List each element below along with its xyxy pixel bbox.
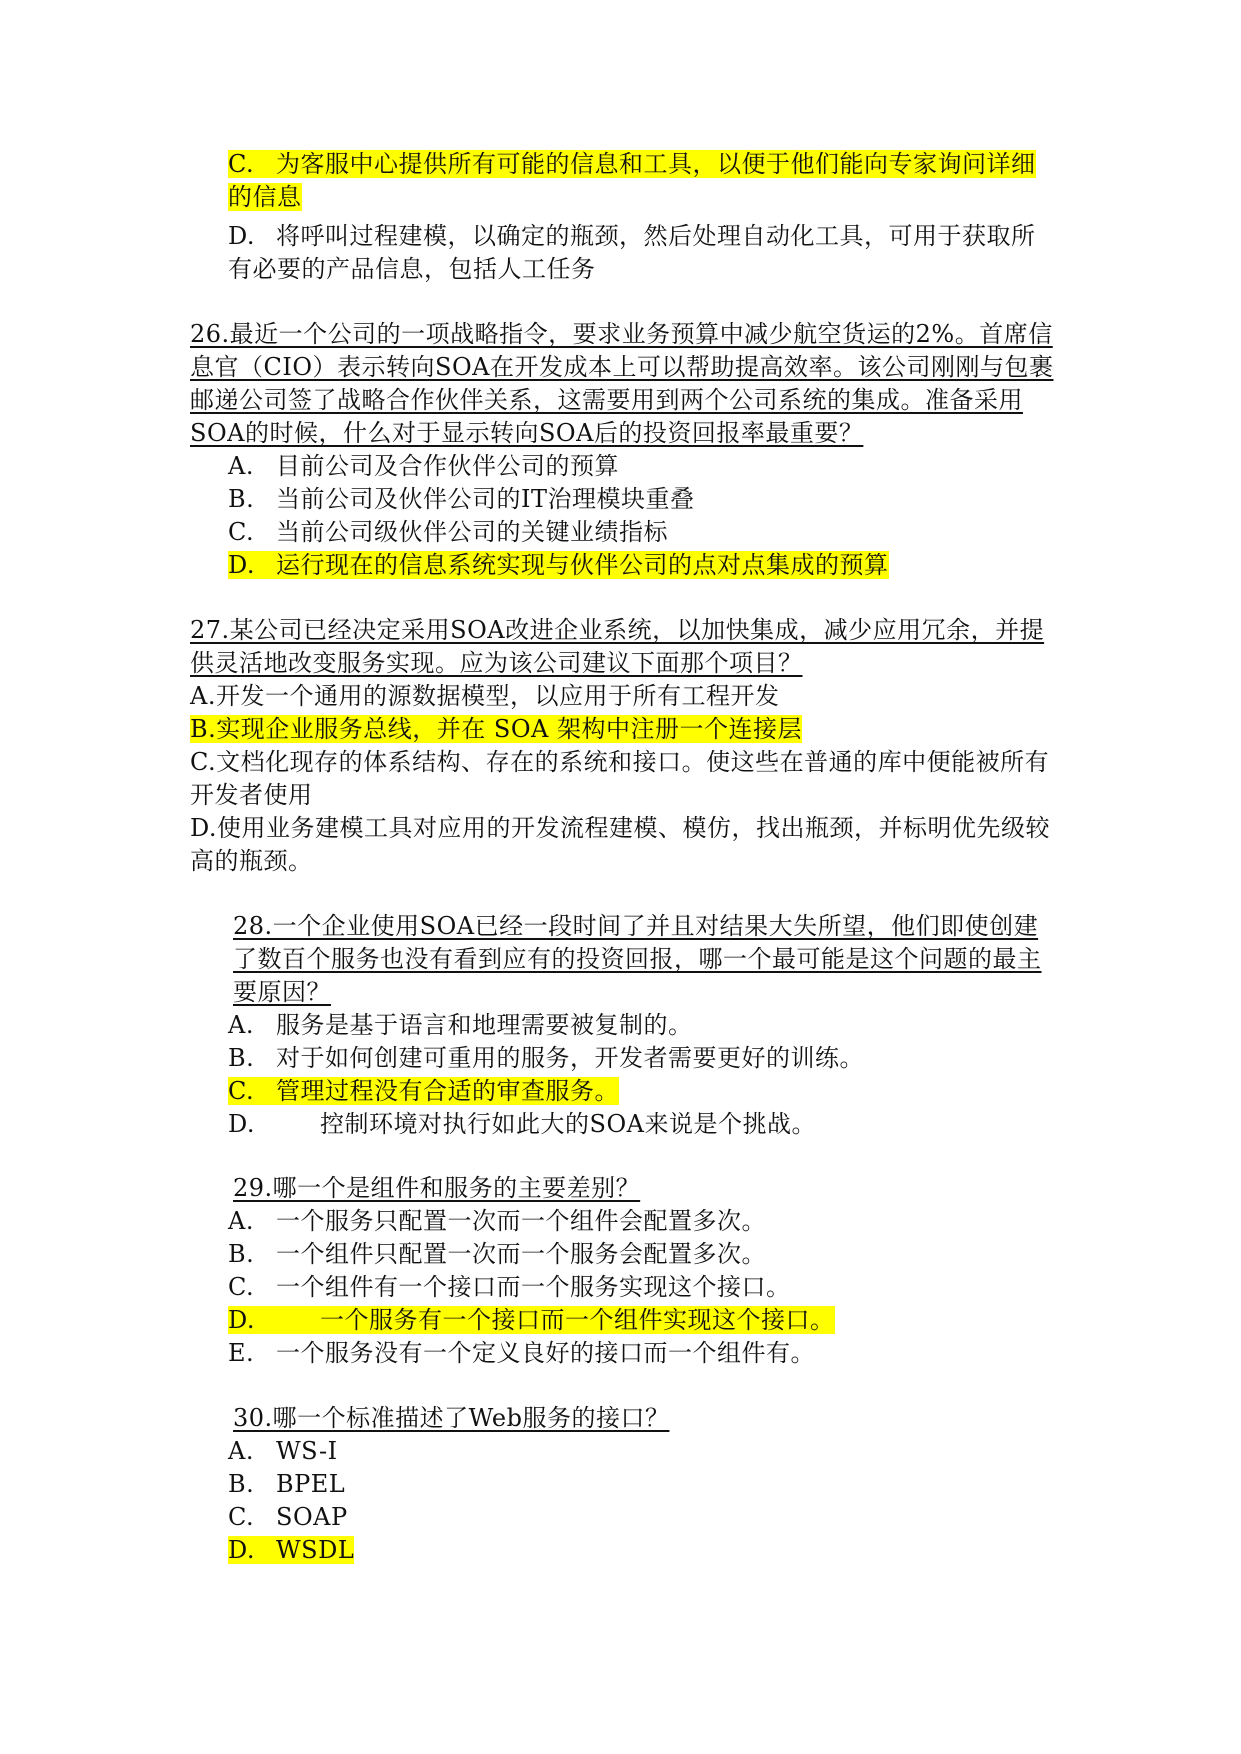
q29-option-e: E. 一个服务没有一个定义良好的接口而一个组件有。 [228,1339,815,1367]
q28-option-b: B. 对于如何创建可重用的服务，开发者需要更好的训练。 [228,1044,864,1072]
q30-stem: 30.哪一个标准描述了Web服务的接口？ [233,1404,670,1432]
q27-option-a: A.开发一个通用的源数据模型，以应用于所有工程开发 [190,682,780,710]
q27-option-b: B.实现企业服务总线，并在 SOA 架构中注册一个连接层 [190,715,802,743]
q27-stem-line1: 27.某公司已经决定采用SOA改进企业系统，以加快集成，减少应用冗余，并提 [190,616,1045,644]
q28-stem-line1: 28.一个企业使用SOA已经一段时间了并且对结果大失所望，他们即使创建 [233,912,1039,940]
q26-option-a: A. 目前公司及合作伙伴公司的预算 [228,452,619,480]
q27-option-d-line2: 高的瓶颈。 [190,847,313,875]
q29-stem: 29.哪一个是组件和服务的主要差别？ [233,1174,641,1202]
q30-option-c: C. SOAP [228,1503,348,1531]
q26-option-d: D. 运行现在的信息系统实现与伙伴公司的点对点集成的预算 [228,551,889,579]
q27-option-c-line2: 开发者使用 [190,781,313,809]
q26-stem-line1: 26.最近一个公司的一项战略指令，要求业务预算中减少航空货运的2%。首席信 [190,320,1053,348]
q25-option-c-line1: C. 为客服中心提供所有可能的信息和工具，以便于他们能向专家询问详细 [228,150,1036,178]
q26-option-c: C. 当前公司级伙伴公司的关键业绩指标 [228,518,668,546]
q29-option-d: D. 一个服务有一个接口而一个组件实现这个接口。 [228,1306,835,1334]
q27-option-d-line1: D.使用业务建模工具对应用的开发流程建模、模仿，找出瓶颈，并标明优先级较 [190,814,1051,842]
q27-option-c-line1: C.文档化现存的体系结构、存在的系统和接口。使这些在普通的库中便能被所有 [190,748,1050,776]
q29-option-c: C. 一个组件有一个接口而一个服务实现这个接口。 [228,1273,791,1301]
q25-option-d-line1: D. 将呼叫过程建模，以确定的瓶颈，然后处理自动化工具，可用于获取所 [228,222,1036,250]
q28-stem-line2: 了数百个服务也没有看到应有的投资回报，哪一个最可能是这个问题的最主 [233,945,1042,973]
q26-option-b: B. 当前公司及伙伴公司的IT治理模块重叠 [228,485,695,513]
q29-option-b: B. 一个组件只配置一次而一个服务会配置多次。 [228,1240,766,1268]
q26-stem-line4: SOA的时候，什么对于显示转向SOA后的投资回报率最重要？ [190,419,864,447]
q27-stem-line2: 供灵活地改变服务实现。应为该公司建议下面那个项目？ [190,649,803,677]
q25-option-c-line2: 的信息 [228,183,302,211]
q26-stem-line3: 邮递公司签了战略合作伙伴关系，这需要用到两个公司系统的集成。准备采用 [190,386,1023,414]
q28-option-a: A. 服务是基于语言和地理需要被复制的。 [228,1011,693,1039]
q28-stem-line3: 要原因？ [233,978,331,1006]
q29-option-a: A. 一个服务只配置一次而一个组件会配置多次。 [228,1207,766,1235]
q30-option-a: A. WS-I [228,1437,338,1465]
q26-stem-line2: 息官（CIO）表示转向SOA在开发成本上可以帮助提高效率。该公司刚刚与包裹 [190,353,1054,381]
q30-option-b: B. BPEL [228,1470,346,1498]
q30-option-d: D. WSDL [228,1536,355,1564]
q28-option-d: D. 控制环境对执行如此大的SOA来说是个挑战。 [228,1110,816,1138]
q25-option-d-line2: 有必要的产品信息，包括人工任务 [228,255,596,283]
q28-option-c: C. 管理过程没有合适的审查服务。 [228,1077,619,1105]
